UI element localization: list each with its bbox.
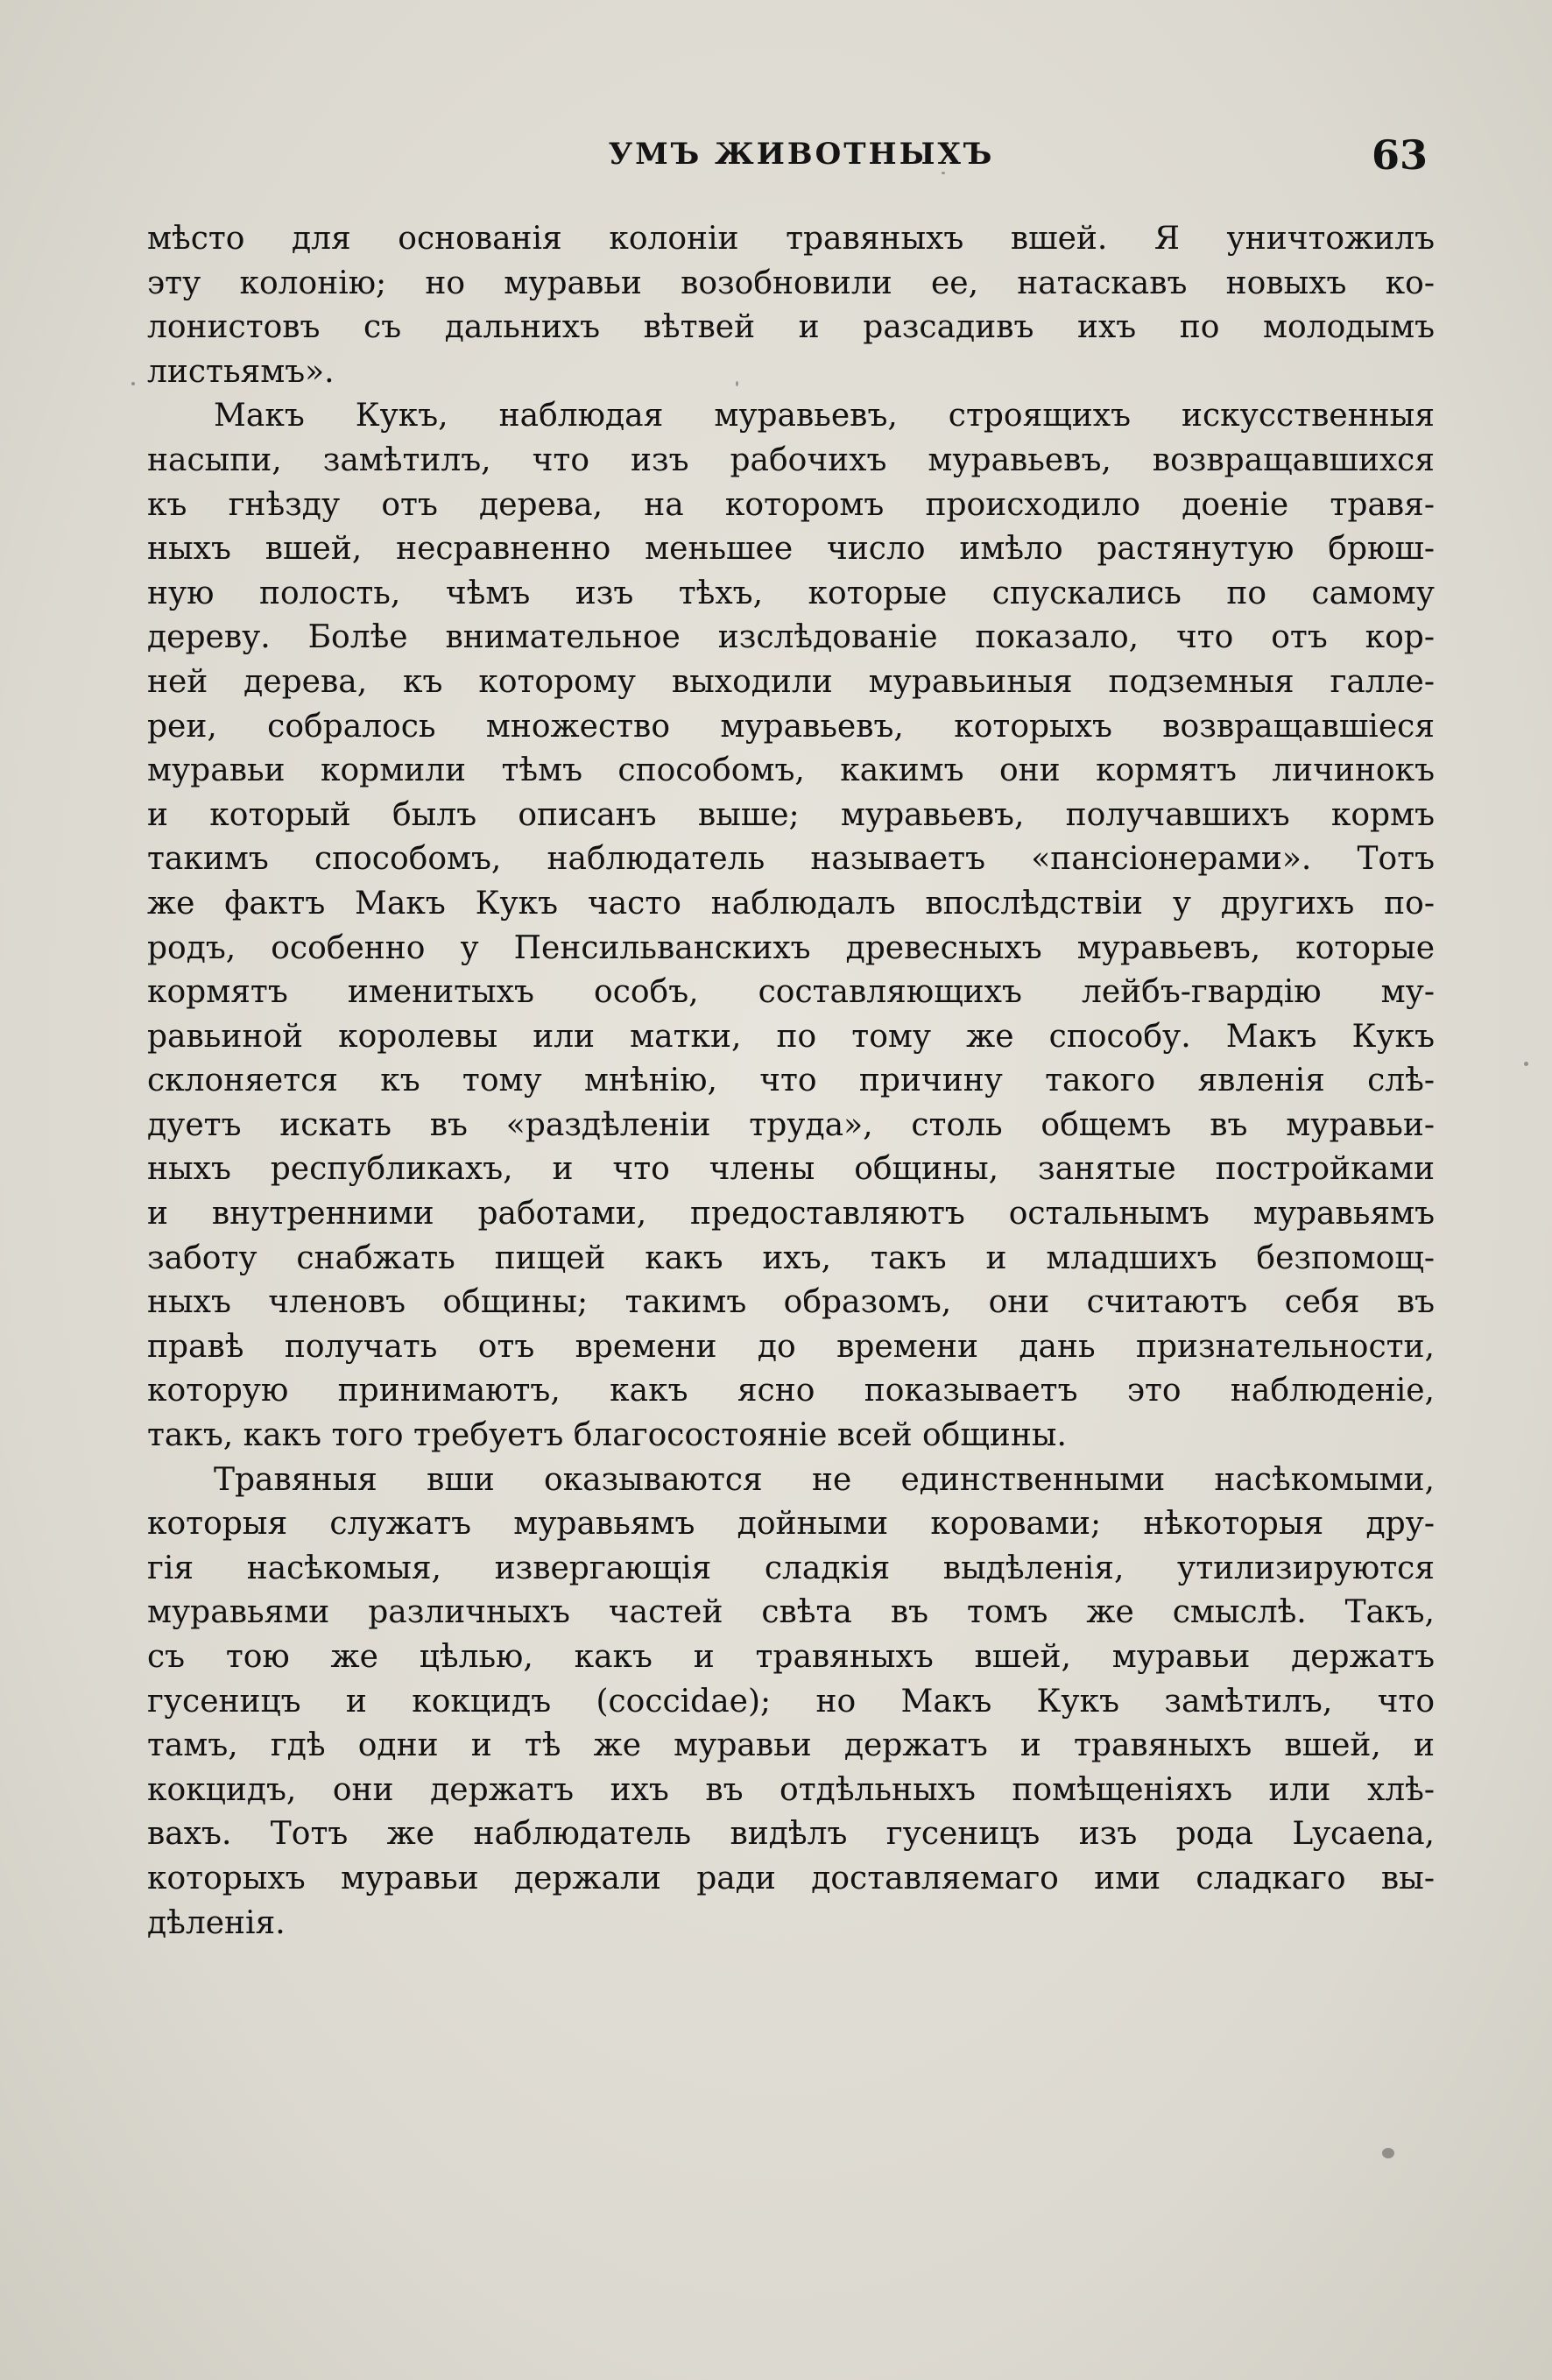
text-line: реи, собралось множество муравьевъ, которыхъ возвращавшіеся xyxy=(147,708,1435,745)
running-head-title: УМЪ ЖИВОТНЫХЪ xyxy=(608,137,995,172)
text-line: ней дерева, къ которому выходили муравьиныя подземныя галле- xyxy=(147,663,1435,700)
text-line: дѣленія. xyxy=(147,1904,286,1941)
text-line: къ гнѣзду отъ дерева, на которомъ происходило доеніе травя- xyxy=(147,486,1435,523)
print-speck xyxy=(1382,2148,1394,2158)
text-line: ныхъ членовъ общины; такимъ образомъ, они считаютъ себя въ xyxy=(147,1284,1435,1321)
text-line: склоняется къ тому мнѣнію, что причину такого явленія слѣ- xyxy=(147,1063,1435,1099)
text-line: такъ, какъ того требуетъ благосостояніе всей общины. xyxy=(147,1417,1067,1454)
text-line: листьямъ». xyxy=(147,353,335,390)
text-line: ныхъ республикахъ, и что члены общины, занятые постройками xyxy=(147,1151,1435,1188)
text-line: ныхъ вшей, несравненно меньшее число имѣло растянутую брюш- xyxy=(147,531,1435,568)
paragraph xyxy=(147,217,1435,394)
print-speck xyxy=(942,172,945,174)
text-line: и внутренними работами, предоставляютъ остальнымъ муравьямъ xyxy=(147,1196,1435,1232)
text-line: Травяныя вши оказываются не единственными насѣкомыми, xyxy=(214,1461,1435,1498)
text-line: равьиной королевы или матки, по тому же способу. Макъ Кукъ xyxy=(147,1018,1435,1055)
print-speck xyxy=(131,382,135,385)
text-line: ную полость, чѣмъ изъ тѣхъ, которые спускались по самому xyxy=(147,575,1435,611)
text-line: которую принимаютъ, какъ ясно показываетъ это наблюденіе, xyxy=(147,1373,1435,1409)
running-head xyxy=(149,131,1428,184)
paragraph xyxy=(147,1458,1435,1946)
text-line: Макъ Кукъ, наблюдая муравьевъ, строящихъ искусственныя xyxy=(214,398,1435,434)
print-speck xyxy=(736,381,738,386)
text-line: и который былъ описанъ выше; муравьевъ, получавшихъ кормъ xyxy=(147,796,1435,833)
text-line: же фактъ Макъ Кукъ часто наблюдалъ впослѣдствіи у другихъ по- xyxy=(147,885,1435,922)
text-line: гія насѣкомыя, извергающія сладкія выдѣленія, утилизируются xyxy=(147,1550,1435,1586)
text-line: муравьи кормили тѣмъ способомъ, какимъ они кормятъ личинокъ xyxy=(147,752,1435,789)
text-line: кормятъ именитыхъ особъ, составляющихъ лейбъ-гвардію му- xyxy=(147,974,1435,1011)
text-line: правѣ получать отъ времени до времени дань признательности, xyxy=(147,1328,1435,1365)
text-line: кокцидъ, они держатъ ихъ въ отдѣльныхъ помѣщеніяхъ или хлѣ- xyxy=(147,1771,1435,1808)
paragraph xyxy=(147,394,1435,1458)
text-line: мѣсто для основанія колоніи травяныхъ вшей. Я уничтожилъ xyxy=(147,221,1435,257)
text-line: вахъ. Тотъ же наблюдатель видѣлъ гусеницъ изъ рода Lycaena, xyxy=(147,1816,1435,1853)
text-line: насыпи, замѣтилъ, что изъ рабочихъ муравьевъ, возвращавшихся xyxy=(147,441,1435,478)
text-line: родъ, особенно у Пенсильванскихъ древесныхъ муравьевъ, которые xyxy=(147,929,1435,966)
text-line: эту колонію; но муравьи возобновили ее, натаскавъ новыхъ ко- xyxy=(147,265,1435,301)
page-number: 63 xyxy=(1371,131,1428,179)
text-line: которыхъ муравьи держали ради доставляемаго ими сладкаго вы- xyxy=(147,1860,1435,1896)
text-line: муравьями различныхъ частей свѣта въ томъ же смыслѣ. Такъ, xyxy=(147,1594,1435,1631)
text-line: тамъ, гдѣ одни и тѣ же муравьи держатъ и травяныхъ вшей, и xyxy=(147,1727,1435,1764)
text-line: такимъ способомъ, наблюдатель называетъ «пансіонерами». Тотъ xyxy=(147,841,1435,878)
text-line: гусеницъ и кокцидъ (coccidae); но Макъ Кукъ замѣтилъ, что xyxy=(147,1683,1435,1720)
text-line: которыя служатъ муравьямъ дойными коровами; нѣкоторыя дру- xyxy=(147,1506,1435,1543)
text-line: лонистовъ съ дальнихъ вѣтвей и разсадивъ ихъ по молодымъ xyxy=(147,309,1435,346)
text-line: заботу снабжать пищей какъ ихъ, такъ и младшихъ безпомощ- xyxy=(147,1239,1435,1276)
body-text xyxy=(147,217,1435,1946)
text-line: дуетъ искать въ «раздѣленіи труда», столь общемъ въ муравьи- xyxy=(147,1106,1435,1143)
print-speck xyxy=(1524,1062,1528,1066)
text-line: дереву. Болѣе внимательное изслѣдованіе показало, что отъ кор- xyxy=(147,619,1435,656)
text-line: съ тою же цѣлью, какъ и травяныхъ вшей, муравьи держатъ xyxy=(147,1639,1435,1675)
